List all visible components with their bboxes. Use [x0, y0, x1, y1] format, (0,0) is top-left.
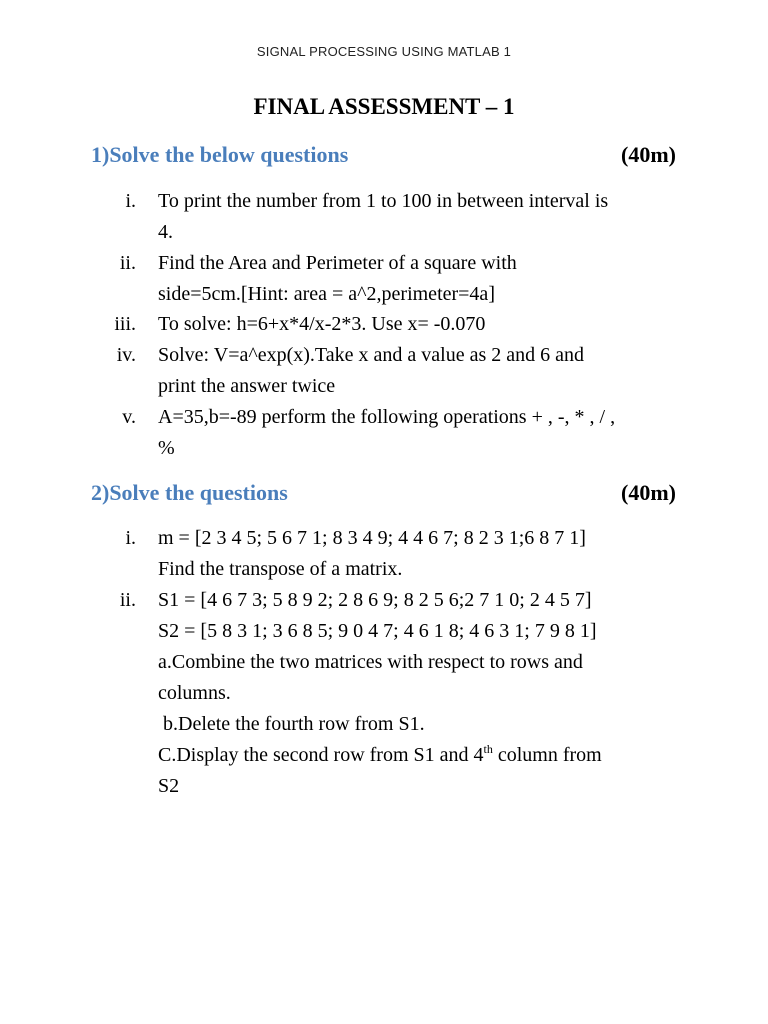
section-2-title: 2)Solve the questions [91, 480, 288, 505]
question-text: m = [2 3 4 5; 5 6 7 1; 8 3 4 9; 4 4 6 7; 8 2 3 1;6 8 7 1] [158, 527, 586, 549]
question-text: 4. [158, 221, 173, 243]
question-text: S1 = [4 6 7 3; 5 8 9 2; 2 8 6 9; 8 2 5 6;2 7 1 0; 2 4 5 7] [158, 589, 592, 611]
question-text: a.Combine the two matrices with respect to rows and [158, 651, 583, 673]
question-text: S2 [158, 775, 180, 797]
question-text: b.Delete the fourth row from S1. [158, 713, 425, 735]
question-text-part: column from [492, 744, 602, 766]
question-text: Solve: V=a^exp(x).Take x and a value as 2 and 6 and [158, 344, 584, 366]
question-number: v. [122, 406, 136, 428]
running-header: SIGNAL PROCESSING USING MATLAB 1 [256, 44, 512, 59]
question-number: iii. [114, 313, 136, 335]
question-text: side=5cm.[Hint: area = a^2,perimeter=4a] [158, 283, 495, 305]
question-text [158, 740, 678, 771]
question-text: columns. [158, 682, 231, 704]
question-number: i. [125, 190, 136, 212]
question-text: Find the Area and Perimeter of a square with [158, 252, 517, 274]
question-text: To solve: h=6+x*4/x-2*3. Use x= -0.070 [158, 313, 486, 335]
section-1-marks: (40m) [621, 142, 676, 167]
superscript: th [483, 742, 493, 756]
question-text: To print the number from 1 to 100 in between interval is [158, 190, 609, 212]
question-text-part: C.Display the second row from S1 and 4 [158, 744, 484, 766]
question-text: % [158, 437, 175, 459]
question-number: i. [125, 527, 136, 549]
page-title: FINAL ASSESSMENT – 1 [253, 94, 515, 119]
question-text: print the answer twice [158, 375, 336, 397]
question-number: ii. [119, 252, 136, 274]
question-text: Find the transpose of a matrix. [158, 558, 403, 580]
question-text: S2 = [5 8 3 1; 3 6 8 5; 9 0 4 7; 4 6 1 8; 4 6 3 1; 7 9 8 1] [158, 620, 597, 642]
section-1-heading [91, 142, 676, 172]
section-2-heading [91, 480, 676, 510]
question-number: iv. [116, 344, 136, 366]
question-text: A=35,b=-89 perform the following operations + , -, * , / , [158, 406, 616, 428]
question-number: ii. [119, 589, 136, 611]
section-2-marks: (40m) [621, 480, 676, 505]
section-1-title: 1)Solve the below questions [91, 142, 349, 167]
